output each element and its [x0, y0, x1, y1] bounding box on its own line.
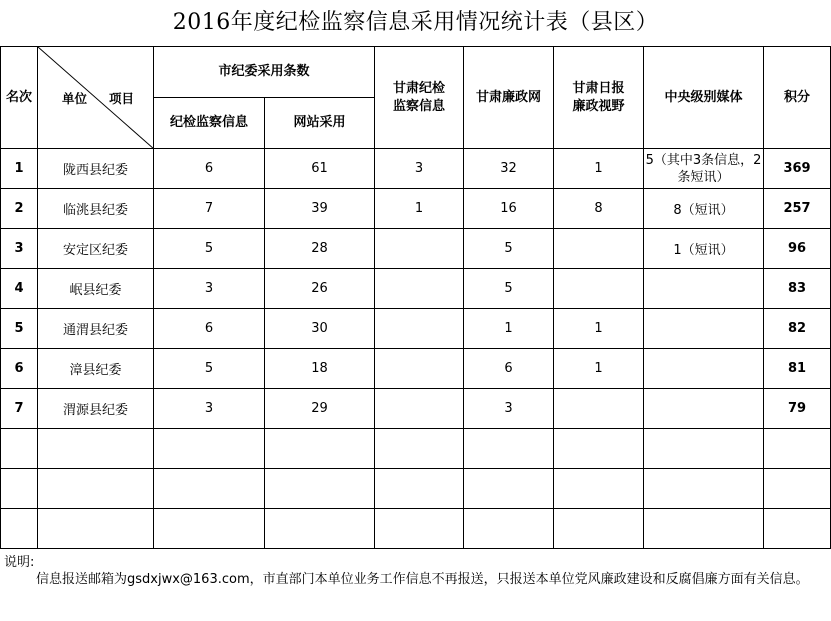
- empty-cell[interactable]: [644, 429, 764, 469]
- gansu-info-cell[interactable]: 1: [375, 189, 464, 229]
- header-gansu-daily-label: 甘肃日报廉政视野: [572, 80, 625, 114]
- unit-cell[interactable]: 安定区纪委: [38, 229, 154, 269]
- header-city-info[interactable]: 纪检监察信息: [154, 98, 265, 149]
- empty-cell[interactable]: [154, 429, 265, 469]
- city-info-cell[interactable]: 7: [154, 189, 265, 229]
- header-rank[interactable]: 名次: [1, 47, 38, 149]
- gansu-info-cell[interactable]: [375, 269, 464, 309]
- gansu-daily-cell[interactable]: [554, 229, 644, 269]
- city-web-cell[interactable]: 26: [265, 269, 375, 309]
- table-row: [1, 229, 831, 269]
- table-row: [1, 269, 831, 309]
- empty-cell[interactable]: [1, 429, 38, 469]
- central-media-cell[interactable]: 5（其中3条信息，2条短讯）: [644, 149, 764, 189]
- empty-cell[interactable]: [764, 509, 831, 549]
- gansu-web-cell[interactable]: 5: [464, 229, 554, 269]
- table-row: [1, 349, 831, 389]
- gansu-daily-cell[interactable]: 1: [554, 309, 644, 349]
- gansu-info-cell[interactable]: [375, 389, 464, 429]
- table-row: [1, 189, 831, 229]
- gansu-daily-cell[interactable]: [554, 389, 644, 429]
- header-city-group[interactable]: 市纪委采用条数: [154, 47, 375, 98]
- empty-cell[interactable]: [265, 429, 375, 469]
- empty-cell[interactable]: [554, 429, 644, 469]
- empty-cell[interactable]: [644, 469, 764, 509]
- gansu-web-cell[interactable]: 6: [464, 349, 554, 389]
- city-info-cell[interactable]: 3: [154, 269, 265, 309]
- central-media-cell[interactable]: [644, 309, 764, 349]
- empty-cell[interactable]: [464, 509, 554, 549]
- empty-cell[interactable]: [764, 429, 831, 469]
- empty-cell[interactable]: [154, 509, 265, 549]
- central-media-cell[interactable]: 1（短讯）: [644, 229, 764, 269]
- header-unit-item[interactable]: [38, 47, 154, 149]
- score-cell[interactable]: 369: [764, 149, 831, 189]
- header-score[interactable]: 积分: [764, 47, 831, 149]
- header-unit: 单位: [62, 91, 88, 106]
- header-row-top: [1, 47, 831, 98]
- rank-cell[interactable]: 5: [1, 309, 38, 349]
- empty-cell[interactable]: [375, 509, 464, 549]
- gansu-info-cell[interactable]: [375, 349, 464, 389]
- empty-cell[interactable]: [375, 469, 464, 509]
- header-gansu-daily[interactable]: [554, 47, 644, 149]
- gansu-daily-cell[interactable]: 1: [554, 149, 644, 189]
- empty-row: [1, 429, 831, 469]
- table-row: [1, 389, 831, 429]
- unit-cell[interactable]: 临洮县纪委: [38, 189, 154, 229]
- gansu-web-cell[interactable]: 1: [464, 309, 554, 349]
- central-media-cell[interactable]: [644, 349, 764, 389]
- table-row: [1, 149, 831, 189]
- note-text: 信息报送邮箱为gsdxjwx@163.com，市直部门本单位业务工作信息不再报送，只报送本单位党风廉政建设和反腐倡廉方面有关信息。: [36, 572, 809, 587]
- gansu-daily-cell[interactable]: 1: [554, 349, 644, 389]
- page-title: 2016年度纪检监察信息采用情况统计表（县区）: [172, 10, 659, 35]
- unit-cell[interactable]: 陇西县纪委: [38, 149, 154, 189]
- city-info-cell[interactable]: 3: [154, 389, 265, 429]
- rank-cell[interactable]: 4: [1, 269, 38, 309]
- gansu-info-cell[interactable]: [375, 229, 464, 269]
- unit-cell[interactable]: 漳县纪委: [38, 349, 154, 389]
- city-info-cell[interactable]: 6: [154, 149, 265, 189]
- rank-cell[interactable]: 2: [1, 189, 38, 229]
- empty-cell[interactable]: [764, 469, 831, 509]
- city-info-cell[interactable]: 5: [154, 229, 265, 269]
- gansu-daily-cell[interactable]: [554, 269, 644, 309]
- note-label: 说明:: [4, 555, 35, 570]
- header-item: 项目: [109, 91, 135, 106]
- city-web-cell[interactable]: 29: [265, 389, 375, 429]
- header-central-media[interactable]: 中央级别媒体: [644, 47, 764, 149]
- empty-cell[interactable]: [38, 509, 154, 549]
- city-info-cell[interactable]: 6: [154, 309, 265, 349]
- city-web-cell[interactable]: 30: [265, 309, 375, 349]
- city-web-cell[interactable]: 28: [265, 229, 375, 269]
- empty-cell[interactable]: [38, 469, 154, 509]
- city-info-cell[interactable]: 5: [154, 349, 265, 389]
- table-row: [1, 309, 831, 349]
- empty-cell[interactable]: [375, 429, 464, 469]
- rank-cell[interactable]: 3: [1, 229, 38, 269]
- header-unit-item-label: [62, 89, 134, 107]
- city-web-cell[interactable]: 18: [265, 349, 375, 389]
- score-cell[interactable]: 257: [764, 189, 831, 229]
- empty-row: [1, 469, 831, 509]
- empty-cell[interactable]: [554, 469, 644, 509]
- gansu-daily-cell[interactable]: 8: [554, 189, 644, 229]
- empty-cell[interactable]: [38, 429, 154, 469]
- score-cell[interactable]: 96: [764, 229, 831, 269]
- rank-cell[interactable]: 1: [1, 149, 38, 189]
- header-city-web[interactable]: 网站采用: [265, 98, 375, 149]
- statistics-table: [0, 46, 831, 549]
- city-web-cell[interactable]: 39: [265, 189, 375, 229]
- gansu-web-cell[interactable]: 3: [464, 389, 554, 429]
- empty-cell[interactable]: [464, 469, 554, 509]
- empty-cell[interactable]: [554, 509, 644, 549]
- gansu-info-cell[interactable]: 3: [375, 149, 464, 189]
- score-cell[interactable]: 83: [764, 269, 831, 309]
- unit-cell[interactable]: 岷县纪委: [38, 269, 154, 309]
- empty-cell[interactable]: [265, 509, 375, 549]
- rank-cell[interactable]: 6: [1, 349, 38, 389]
- score-cell[interactable]: 81: [764, 349, 831, 389]
- central-media-cell[interactable]: [644, 389, 764, 429]
- empty-cell[interactable]: [1, 509, 38, 549]
- score-cell[interactable]: 82: [764, 309, 831, 349]
- gansu-info-cell[interactable]: [375, 309, 464, 349]
- empty-cell[interactable]: [265, 469, 375, 509]
- header-gansu-web[interactable]: 甘肃廉政网: [464, 47, 554, 149]
- central-media-cell[interactable]: 8（短讯）: [644, 189, 764, 229]
- score-cell[interactable]: 79: [764, 389, 831, 429]
- empty-row: [1, 509, 831, 549]
- city-web-cell[interactable]: 61: [265, 149, 375, 189]
- header-gansu-info[interactable]: [375, 47, 464, 149]
- rank-cell[interactable]: 7: [1, 389, 38, 429]
- empty-cell[interactable]: [1, 469, 38, 509]
- central-media-cell[interactable]: [644, 269, 764, 309]
- unit-cell[interactable]: 通渭县纪委: [38, 309, 154, 349]
- header-gansu-info-label: 甘肃纪检监察信息: [393, 80, 446, 114]
- unit-cell[interactable]: 渭源县纪委: [38, 389, 154, 429]
- gansu-web-cell[interactable]: 5: [464, 269, 554, 309]
- empty-cell[interactable]: [644, 509, 764, 549]
- gansu-web-cell[interactable]: 32: [464, 149, 554, 189]
- empty-cell[interactable]: [154, 469, 265, 509]
- gansu-web-cell[interactable]: 16: [464, 189, 554, 229]
- empty-cell[interactable]: [464, 429, 554, 469]
